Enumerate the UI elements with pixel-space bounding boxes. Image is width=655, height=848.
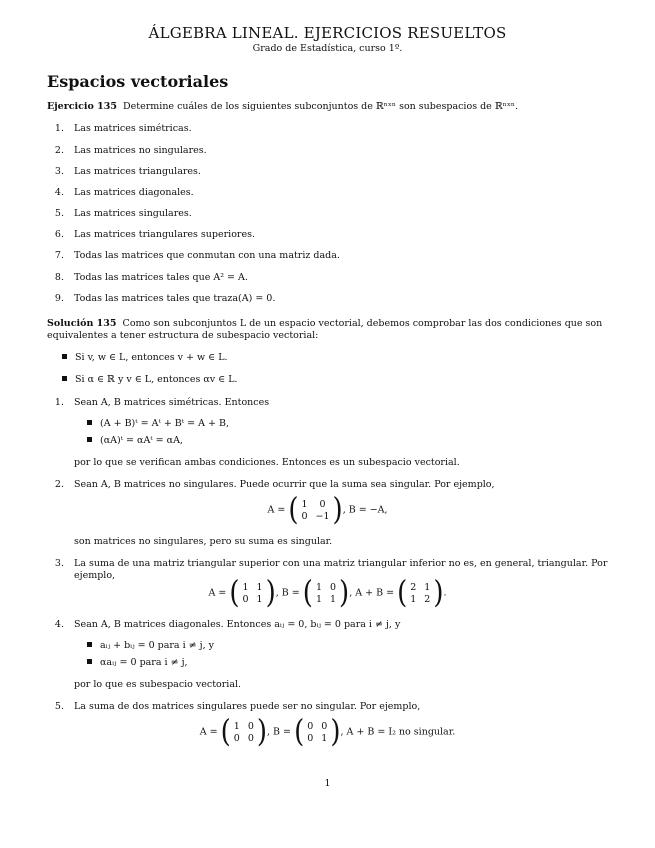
matrix: ( 1 0 0 0 ) <box>220 714 268 750</box>
exercise-text: Determine cuáles de los siguientes subconjuntos de ℝⁿˣⁿ son subespacios de ℝⁿˣⁿ. <box>123 101 518 112</box>
list-item: 3. Las matrices triangulares. <box>54 166 201 177</box>
bullet-icon <box>87 659 92 664</box>
matrix: ( 0 0 0 1 ) <box>294 714 341 750</box>
condition-item: Si α ∈ ℝ y v ∈ L, entonces αv ∈ L. <box>62 374 238 386</box>
sub-bullet: αaᵢⱼ = 0 para i ≠ j, <box>87 657 188 669</box>
matrix: ( 2 1 1 2 ) <box>397 575 444 611</box>
bullet-icon <box>87 642 92 647</box>
matrix: ( 1 0 0 −1 ) <box>288 492 343 528</box>
exercise-statement <box>47 101 518 113</box>
solution-4-conclusion: por lo que es subespacio vectorial. <box>74 679 242 690</box>
solution-item-4: 4. Sean A, B matrices diagonales. Entonces aᵢⱼ = 0, bᵢⱼ = 0 para i ≠ j, y <box>54 619 401 630</box>
list-item: 2. Las matrices no singulares. <box>54 145 207 156</box>
sub-bullet: (αA)ᵗ = αAᵗ = αA, <box>87 435 183 447</box>
sub-bullet: (A + B)ᵗ = Aᵗ + Bᵗ = A + B, <box>87 418 229 430</box>
list-item: 5. Las matrices singulares. <box>54 208 192 219</box>
page-number: 1 <box>324 778 331 789</box>
solution-item-3: 3. La suma de una matriz triangular superior con una matriz triangular inferior no es, en general, triangular. Por <box>54 558 608 569</box>
document-title: ÁLGEBRA LINEAL. EJERCICIOS RESUELTOS <box>148 24 507 42</box>
solution-item-2: 2. Sean A, B matrices no singulares. Puede ocurrir que la suma sea singular. Por ejemplo, <box>54 479 495 490</box>
solution-2-conclusion: son matrices no singulares, pero su suma es singular. <box>74 536 333 547</box>
matrix: ( 1 1 0 1 ) <box>229 575 276 611</box>
section-title: Espacios vectoriales <box>47 72 229 91</box>
solution-1-conclusion: por lo que se verifican ambas condiciones. Entonces es un subespacio vectorial. <box>74 457 460 468</box>
list-item: 8. Todas las matrices tales que A² = A. <box>54 272 248 283</box>
equation-2: A = ( 1 0 0 −1 ) , B = −A, <box>267 492 388 528</box>
bullet-icon <box>62 354 67 359</box>
bullet-icon <box>87 420 92 425</box>
condition-item: Si v, w ∈ L, entonces v + w ∈ L. <box>62 352 228 364</box>
equation-3: A = ( 1 1 0 1 ) , B = ( 1 0 1 1 ) , A + B = ( 2 1 1 2 ) . <box>208 575 447 611</box>
bullet-icon <box>62 376 67 381</box>
solution-intro-line1: Solución 135 Como son subconjuntos L de un espacio vectorial, debemos comprobar las dos condiciones que son <box>47 318 603 329</box>
list-item: 1. Las matrices simétricas. <box>54 123 192 134</box>
list-item: 7. Todas las matrices que conmutan con una matriz dada. <box>54 250 340 261</box>
document-subtitle: Grado de Estadística, curso 1º. <box>252 43 403 54</box>
exercise-label: Ejercicio 135 <box>47 101 117 112</box>
solution-label: Solución 135 <box>47 318 117 329</box>
list-item: 4. Las matrices diagonales. <box>54 187 194 198</box>
list-item: 6. Las matrices triangulares superiores. <box>54 229 255 240</box>
sub-bullet: aᵢⱼ + bᵢⱼ = 0 para i ≠ j, y <box>87 640 214 652</box>
bullet-icon <box>87 437 92 442</box>
list-item: 9. Todas las matrices tales que traza(A) = 0. <box>54 293 276 304</box>
solution-3-line2: ejemplo, <box>74 570 116 581</box>
solution-intro-line2: equivalentes a tener estructura de subespacio vectorial: <box>47 330 319 341</box>
matrix: ( 1 0 1 1 ) <box>302 575 350 611</box>
solution-item-1: 1. Sean A, B matrices simétricas. Entonces <box>54 397 270 408</box>
solution-item-5: 5. La suma de dos matrices singulares puede ser no singular. Por ejemplo, <box>54 701 421 712</box>
equation-5: A = ( 1 0 0 0 ) , B = ( 0 0 0 1 ) , A + B = I₂ no singular. <box>199 714 456 750</box>
